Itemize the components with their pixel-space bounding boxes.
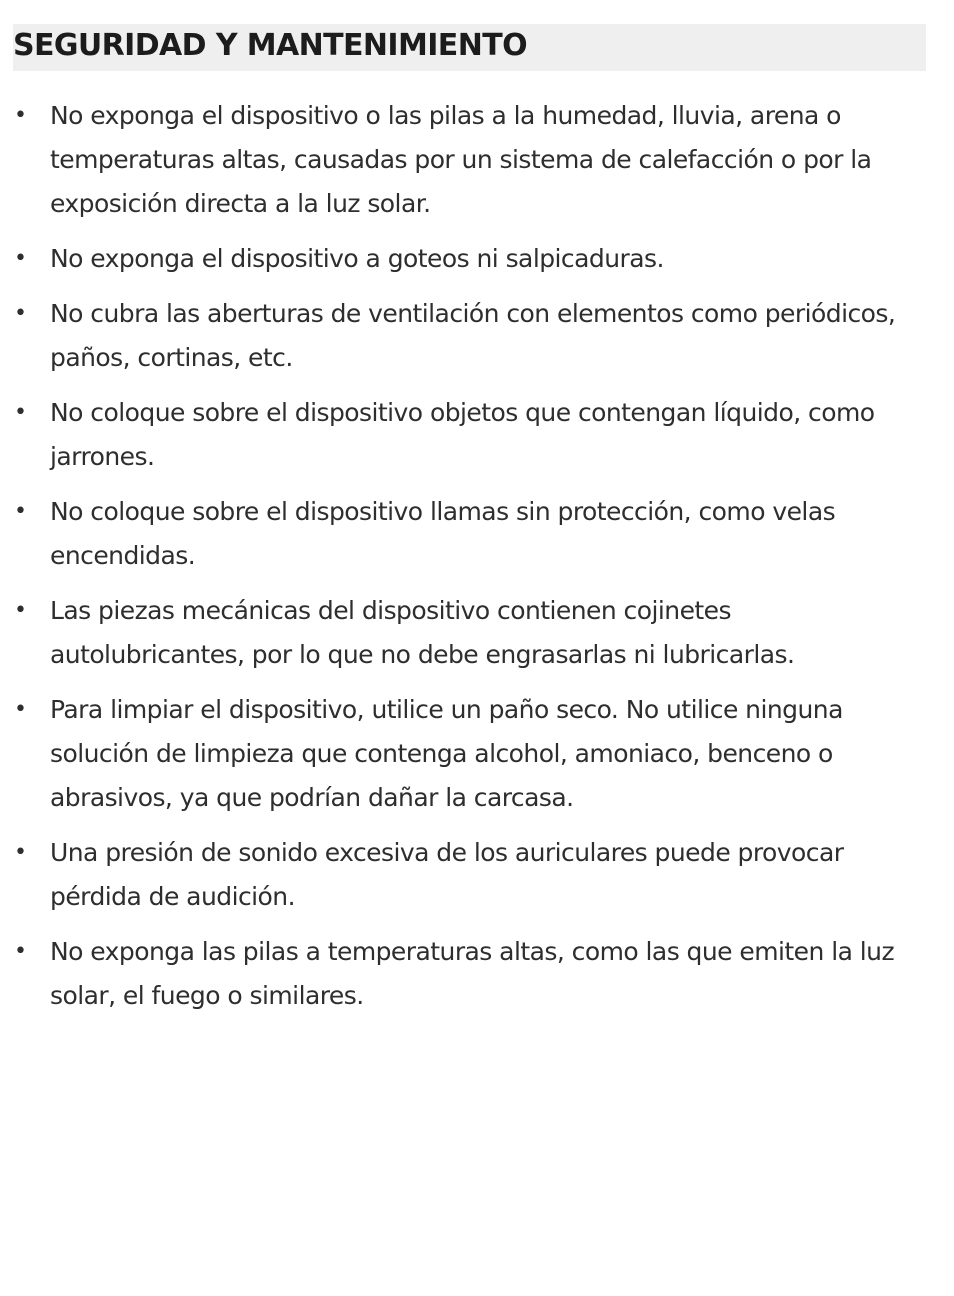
list-item <box>0 94 954 226</box>
section-title: SEGURIDAD Y MANTENIMIENTO <box>13 28 527 63</box>
safety-list <box>0 94 954 1029</box>
list-item <box>0 490 954 578</box>
list-item-text: Para limpiar el dispositivo, utilice un paño seco. No utilice ninguna solución de limpieza que contenga alcohol, amoniaco, benceno o abrasivos, ya que podrían dañar la carcasa. <box>50 695 843 812</box>
list-item-text: No cubra las aberturas de ventilación con elementos como periódicos, paños, cortinas, etc. <box>50 299 896 372</box>
list-item-text: No exponga el dispositivo a goteos ni salpicaduras. <box>50 244 664 273</box>
bullet-icon: • <box>14 697 27 722</box>
list-item-text: No coloque sobre el dispositivo llamas sin protección, como velas encendidas. <box>50 497 836 570</box>
bullet-icon: • <box>14 840 27 865</box>
list-item <box>0 831 954 919</box>
list-item <box>0 391 954 479</box>
list-item-text: No exponga las pilas a temperaturas altas, como las que emiten la luz solar, el fuego o similares. <box>50 937 895 1010</box>
list-item-text: No coloque sobre el dispositivo objetos que contengan líquido, como jarrones. <box>50 398 875 471</box>
section-header <box>13 24 926 71</box>
bullet-icon: • <box>14 103 27 128</box>
list-item <box>0 688 954 820</box>
bullet-icon: • <box>14 301 27 326</box>
list-item <box>0 237 954 281</box>
list-item-text: Una presión de sonido excesiva de los auriculares puede provocar pérdida de audición. <box>50 838 844 911</box>
list-item <box>0 292 954 380</box>
bullet-icon: • <box>14 246 27 271</box>
bullet-icon: • <box>14 939 27 964</box>
list-item <box>0 589 954 677</box>
list-item-text: Las piezas mecánicas del dispositivo contienen cojinetes autolubricantes, por lo que no debe engrasarlas ni lubricarlas. <box>50 596 795 669</box>
bullet-icon: • <box>14 400 27 425</box>
bullet-icon: • <box>14 598 27 623</box>
list-item <box>0 930 954 1018</box>
bullet-icon: • <box>14 499 27 524</box>
list-item-text: No exponga el dispositivo o las pilas a la humedad, lluvia, arena o temperaturas altas, causadas por un sistema de calefacción o por la exposición directa a la luz solar. <box>50 101 872 218</box>
